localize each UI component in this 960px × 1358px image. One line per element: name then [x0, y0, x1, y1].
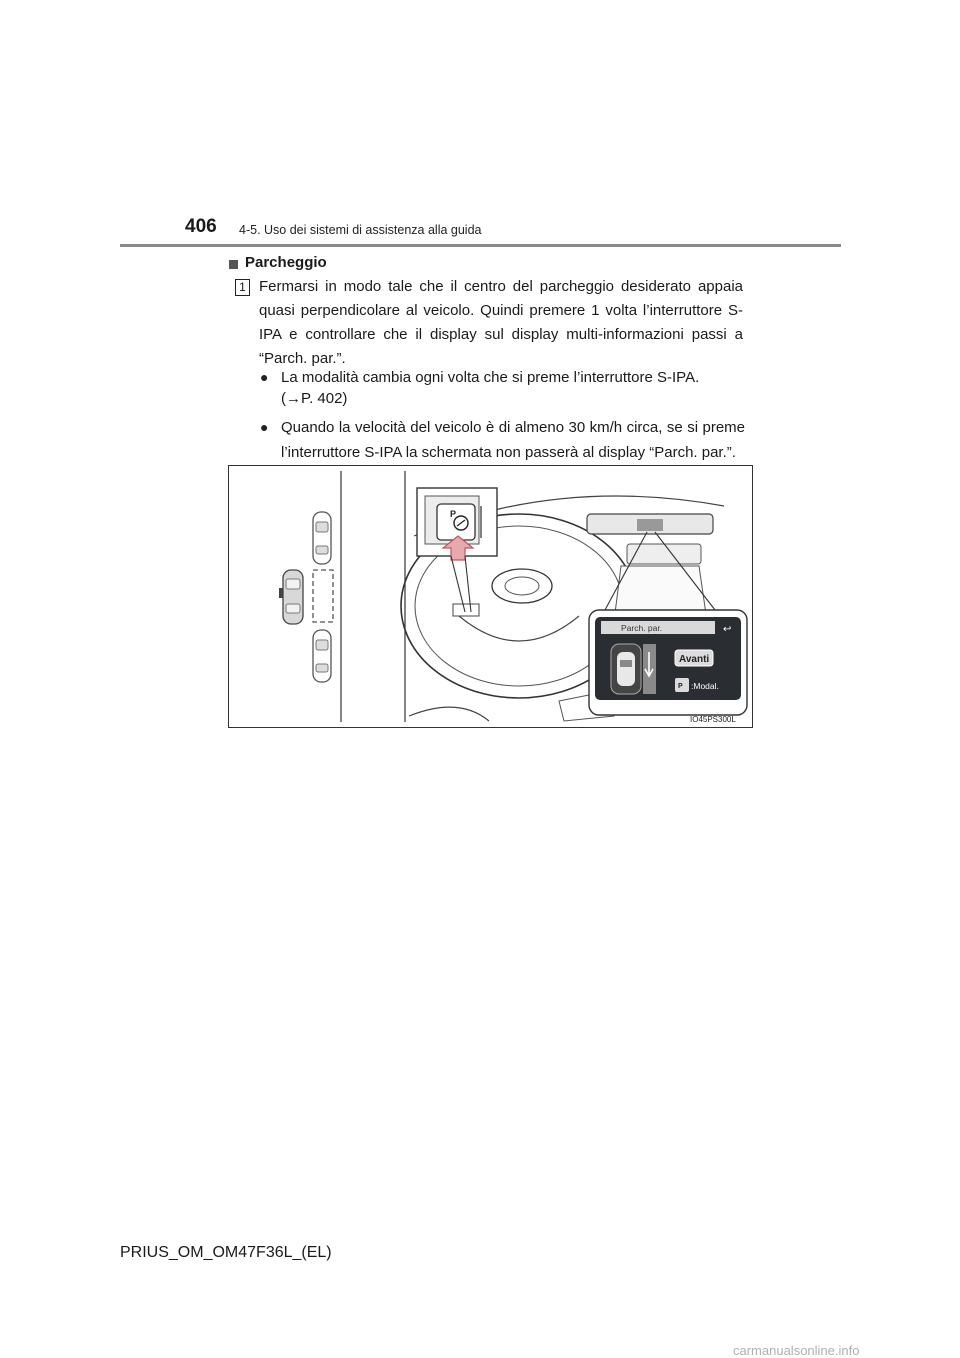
mode-label: :Modal. — [691, 681, 719, 691]
svg-text:P: P — [678, 683, 683, 690]
section-heading: Parcheggio — [245, 254, 327, 271]
parking-illustration — [229, 466, 752, 727]
header-rule — [120, 244, 841, 247]
illustration-figure — [228, 465, 753, 728]
page-reference-link[interactable]: (→P. 402) — [281, 390, 348, 407]
figure-code: IO45PS300L — [690, 715, 736, 724]
bullet-dot-icon: ● — [260, 369, 269, 385]
step-text: Fermarsi in modo tale che il centro del parcheggio desiderato appaia quasi perpendicolare al veicolo. Quindi premere 1 volta l’interruttore S-IPA e controllare che il display sul display multi-informazioni passi a “Parch. par.”. — [259, 278, 743, 367]
bullet-dot-icon: ● — [260, 419, 269, 435]
steering-wheel-lower — [409, 707, 489, 721]
bullet-text: La modalità cambia ogni volta che si preme l’interruttore S-IPA. — [281, 369, 700, 386]
own-car-top-icon — [279, 570, 303, 624]
footer-doc-id: PRIUS_OM_OM47F36L_(EL) — [120, 1244, 332, 1261]
bullet-text: Quando la velocità del veicolo è di almeno 30 km/h circa, se si preme l’interruttore S-IPA la schermata non passerà al display “Parch. par.”. — [281, 419, 745, 461]
back-arrow-icon: ↩ — [723, 624, 732, 635]
avanti-label: Avanti — [679, 654, 710, 665]
air-vent-icon — [627, 544, 701, 564]
target-parking-space — [313, 570, 333, 622]
parked-car-top-icon — [313, 512, 331, 564]
steering-hub-emblem — [492, 569, 552, 603]
page-number: 406 — [185, 216, 217, 237]
watermark: carmanualsonline.info — [733, 1343, 860, 1358]
switch-letter: P — [450, 509, 457, 519]
display-title: Parch. par. — [621, 623, 663, 633]
section-title: 4-5. Uso dei sistemi di assistenza alla guida — [239, 223, 482, 237]
square-bullet-icon — [229, 260, 238, 269]
parked-car-top-icon — [313, 630, 331, 682]
step-number-badge: 1 — [235, 279, 250, 296]
